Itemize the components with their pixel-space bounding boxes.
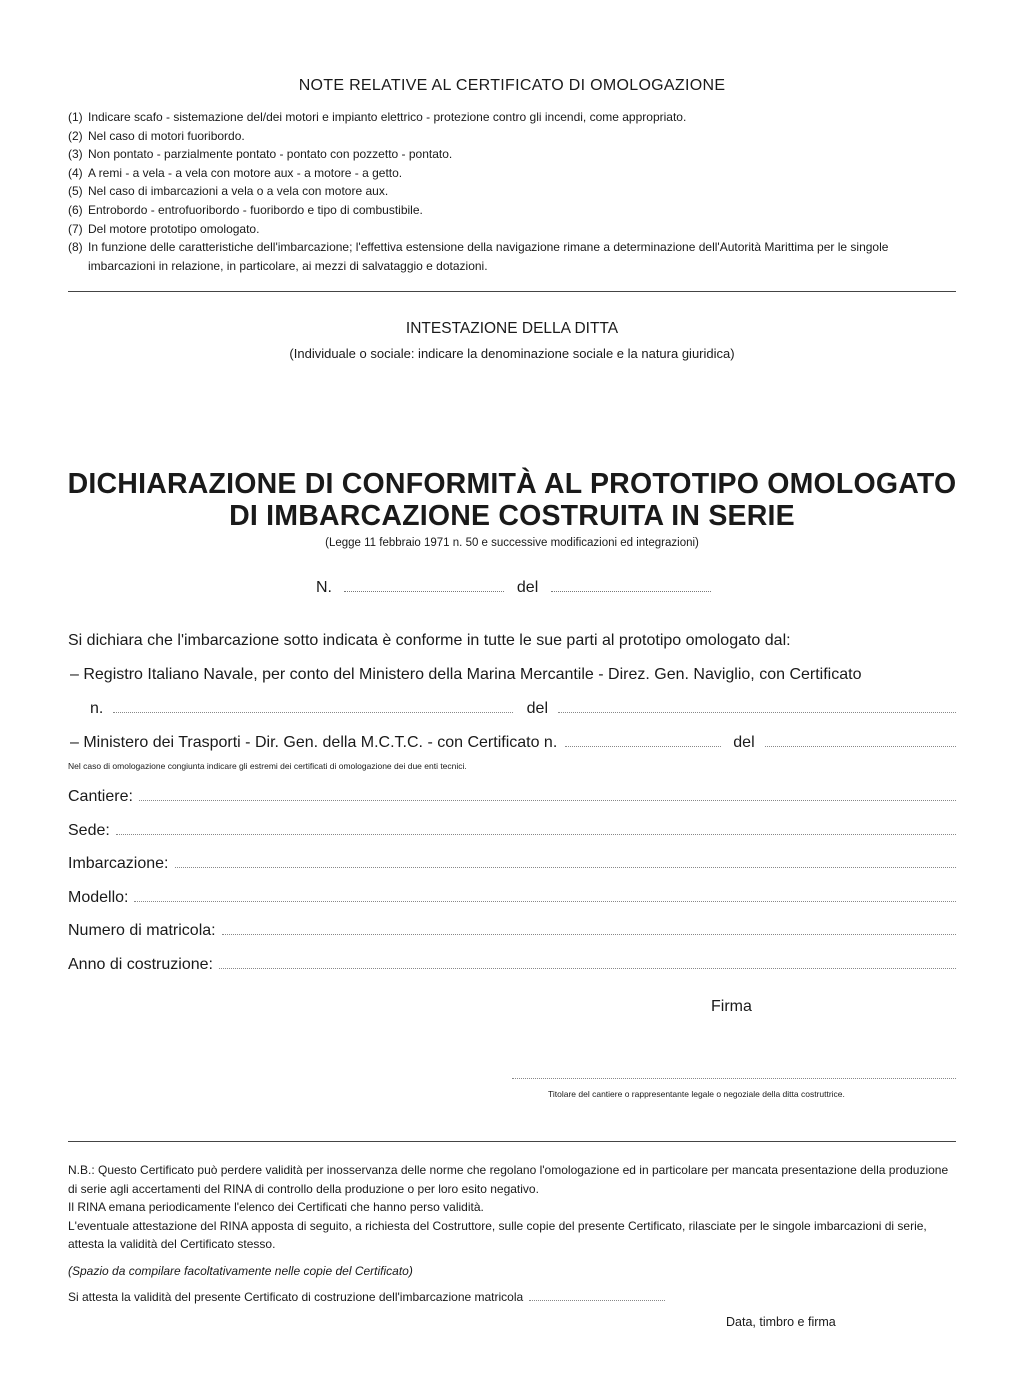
- note-number: (1): [68, 110, 83, 124]
- declaration-title-line-1: DICHIARAZIONE DI CONFORMITÀ AL PROTOTIPO OMOLOGATO: [67, 468, 957, 500]
- modello-label: Modello:: [68, 889, 129, 906]
- cantiere-input[interactable]: [139, 789, 956, 801]
- imbarcazione-label: Imbarcazione:: [68, 855, 169, 872]
- optional-space-note: (Spazio da compilare facoltativamente nelle copie del Certificato): [68, 1264, 413, 1278]
- ministero-row: [70, 734, 956, 752]
- modello-input[interactable]: [134, 890, 956, 902]
- ministero-date-field[interactable]: [765, 735, 956, 747]
- note-item: [68, 238, 958, 275]
- conformity-statement: Si dichiara che l'imbarcazione sotto indicata è conforme in tutte le sue parti al prototipo omologato dal:: [68, 632, 791, 649]
- law-reference: (Legge 11 febbraio 1971 n. 50 e successive modificazioni ed integrazioni): [325, 537, 699, 549]
- note-item: [68, 145, 958, 164]
- firm-subheading: (Individuale o sociale: indicare la denominazione sociale e la natura giuridica): [289, 346, 735, 361]
- note-number: (8): [68, 240, 83, 255]
- anno-input[interactable]: [219, 957, 956, 969]
- registro-number-field[interactable]: [113, 701, 512, 713]
- note-text: A remi - a vela - a vela con motore aux - a motore - a getto.: [88, 165, 403, 180]
- nb-paragraph: Il RINA emana periodicamente l'elenco dei Certificati che hanno perso validità.: [68, 1200, 484, 1214]
- nb-text-1: Questo Certificato può perdere validità per inosservanza delle norme che regolano l'omologazione ed in particolare per mancata presentazione della produzione di serie agli accertamenti del RINA di controllo della produzione o per loro esito negativo.: [68, 1163, 949, 1196]
- signature-field[interactable]: [512, 1078, 956, 1079]
- signature-label: Firma: [711, 998, 752, 1015]
- note-item: [68, 182, 958, 201]
- section-divider: [68, 291, 956, 292]
- cantiere-field-row: [68, 788, 956, 806]
- notes-title: NOTE RELATIVE AL CERTIFICATO DI OMOLOGAZIONE: [298, 77, 726, 94]
- ministero-date-label: del: [733, 734, 755, 751]
- cantiere-label: Cantiere:: [68, 788, 133, 805]
- note-text: Del motore prototipo omologato.: [88, 221, 260, 236]
- ministero-line: – Ministero dei Trasporti - Dir. Gen. della M.C.T.C. - con Certificato n.: [70, 734, 558, 751]
- imbarcazione-input[interactable]: [175, 856, 957, 868]
- registro-date-field[interactable]: [558, 701, 956, 713]
- note-text: Indicare scafo - sistemazione del/dei motori e impianto elettrico - protezione contro gli incendi, come appropriato.: [88, 110, 687, 124]
- note-item: [68, 220, 958, 239]
- imbarcazione-field-row: [68, 855, 956, 873]
- notes-list: [68, 108, 958, 275]
- note-item: [68, 108, 958, 127]
- date-stamp-signature-label: Data, timbro e firma: [726, 1315, 836, 1329]
- nb-label: N.B.:: [68, 1163, 95, 1177]
- registro-date-label: del: [526, 700, 548, 717]
- note-number: (2): [68, 128, 83, 143]
- modello-field-row: [68, 889, 956, 907]
- date-label: del: [516, 579, 539, 596]
- anno-label: Anno di costruzione:: [68, 956, 213, 973]
- note-text: Nel caso di imbarcazioni a vela o a vela con motore aux.: [88, 184, 389, 199]
- section-divider: [68, 1141, 956, 1142]
- nb-paragraph: L'eventuale attestazione del RINA apposta di seguito, a richiesta del Costruttore, sulle copie del presente Certificato, rilasciate per le singole imbarcazioni di serie, attesta la validità del Certificato stesso.: [68, 1218, 927, 1251]
- note-number: (6): [68, 202, 83, 217]
- joint-approval-note: Nel caso di omologazione congiunta indicare gli estremi dei certificati di omologazione dei due enti tecnici.: [68, 761, 467, 771]
- anno-field-row: [68, 956, 956, 974]
- firm-heading: INTESTAZIONE DELLA DITTA: [405, 320, 619, 337]
- number-label: N.: [316, 579, 332, 596]
- attestation-row: [68, 1290, 665, 1304]
- note-text: Nel caso di motori fuoribordo.: [88, 128, 245, 143]
- sede-field-row: [68, 822, 956, 840]
- note-text: Entrobordo - entrofuoribordo - fuoribordo e tipo di combustibile.: [88, 202, 423, 217]
- matricola-field-row: [68, 922, 956, 940]
- number-field[interactable]: [344, 578, 504, 592]
- registro-certificate-row: [90, 700, 956, 718]
- attestation-text: Si attesta la validità del presente Certificato di costruzione dell'imbarcazione matricola: [68, 1290, 524, 1304]
- nb-section: [68, 1161, 956, 1254]
- declaration-number-row: [316, 578, 711, 597]
- registro-number-label: n.: [90, 700, 104, 717]
- matricola-attestation-field[interactable]: [529, 1291, 665, 1301]
- note-number: (3): [68, 147, 83, 162]
- note-number: (4): [68, 165, 83, 180]
- date-field[interactable]: [551, 578, 711, 592]
- note-item: [68, 201, 958, 220]
- nb-paragraph: [68, 1161, 956, 1198]
- sede-input[interactable]: [116, 823, 956, 835]
- sede-label: Sede:: [68, 822, 110, 839]
- matricola-input[interactable]: [222, 923, 956, 935]
- ministero-number-field[interactable]: [565, 735, 721, 747]
- note-number: (7): [68, 221, 83, 236]
- note-text: Non pontato - parzialmente pontato - pontato con pozzetto - pontato.: [88, 147, 453, 162]
- note-item: [68, 127, 958, 146]
- declaration-title-line-2: DI IMBARCAZIONE COSTRUITA IN SERIE: [229, 500, 795, 532]
- registro-line: – Registro Italiano Navale, per conto del Ministero della Marina Mercantile - Direz. Gen. Naviglio, con Certificato: [70, 666, 862, 683]
- matricola-label: Numero di matricola:: [68, 922, 216, 939]
- declaration-title: [0, 468, 1024, 532]
- note-item: [68, 164, 958, 183]
- note-number: (5): [68, 184, 83, 199]
- note-text: In funzione delle caratteristiche dell'imbarcazione; l'effettiva estensione della navigazione rimane a determinazione dell'Autorità Marittima per le singole imbarcazioni in relazione, in particolare, ai mezzi di salvataggio e dotazioni.: [88, 240, 889, 273]
- signature-caption: Titolare del cantiere o rappresentante legale o negoziale della ditta costruttrice.: [548, 1089, 845, 1099]
